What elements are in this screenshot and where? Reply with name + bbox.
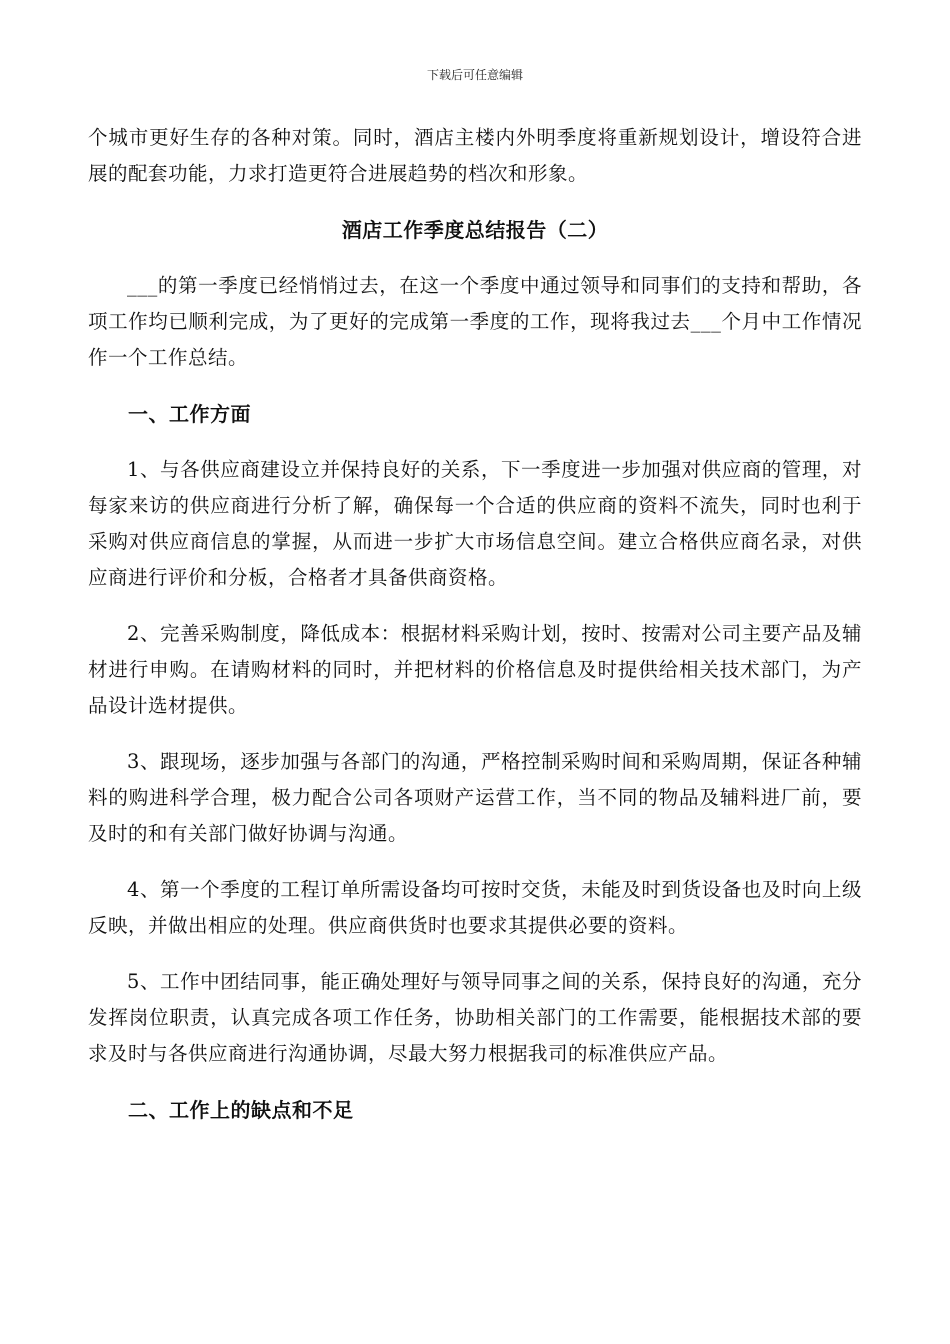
section-one-item-5: 5、工作中团结同事，能正确处理好与领导同事之间的关系，保持良好的沟通，充分发挥岗位职责，认真完成各项工作任务，协助相关部门的工作需要，能根据技术部的要求及时与各供应商进行沟通协调，尽最大努力根据我司的标准供应产品。 xyxy=(88,970,862,1065)
report-title: 酒店工作季度总结报告（二） xyxy=(341,218,609,242)
section-one-item-1: 1、与各供应商建设立并保持良好的关系，下一季度进一步加强对供应商的管理，对每家来访的供应商进行分析了解，确保每一个合适的供应商的资料不流失，同时也利于采购对供应商信息的掌握，从而进一步扩大市场信息空间。建立合格供应商名录，对供应商进行评价和分板，合格者才具备供商资格。 xyxy=(88,458,862,589)
intro-paragraph: 个城市更好生存的各种对策。同时，酒店主楼内外明季度将重新规划设计，增设符合进展的配套功能，力求打造更符合进展趋势的档次和形象。 xyxy=(88,126,862,185)
section-two-heading: 二、工作上的缺点和不足 xyxy=(128,1098,354,1122)
header-note: 下载后可任意编辑 xyxy=(426,68,523,82)
section-one-heading: 一、工作方面 xyxy=(128,402,251,426)
document-body xyxy=(88,120,862,1148)
section-one-item-4: 4、第一个季度的工程订单所需设备均可按时交货，未能及时到货设备也及时向上级反映，并做出相应的处理。供应商供货时也要求其提供必要的资料。 xyxy=(88,878,862,937)
section-one-item-3: 3、跟现场，逐步加强与各部门的沟通，严格控制采购时间和采购周期，保证各种辅料的购进科学合理，极力配合公司各项财产运营工作，当不同的物品及辅料进厂前，要及时的和有关部门做好协调与沟通。 xyxy=(88,750,862,845)
opening-paragraph: ___的第一季度已经悄悄过去，在这一个季度中通过领导和同事们的支持和帮助，各项工作均已顺利完成，为了更好的完成第一季度的工作，现将我过去___个月中工作情况作一个工作总结。 xyxy=(88,274,862,369)
section-one-item-2: 2、完善采购制度，降低成本：根据材料采购计划，按时、按需对公司主要产品及辅材进行申购。在请购材料的同时，并把材料的价格信息及时提供给相关技术部门，为产品设计选材提供。 xyxy=(88,622,862,717)
